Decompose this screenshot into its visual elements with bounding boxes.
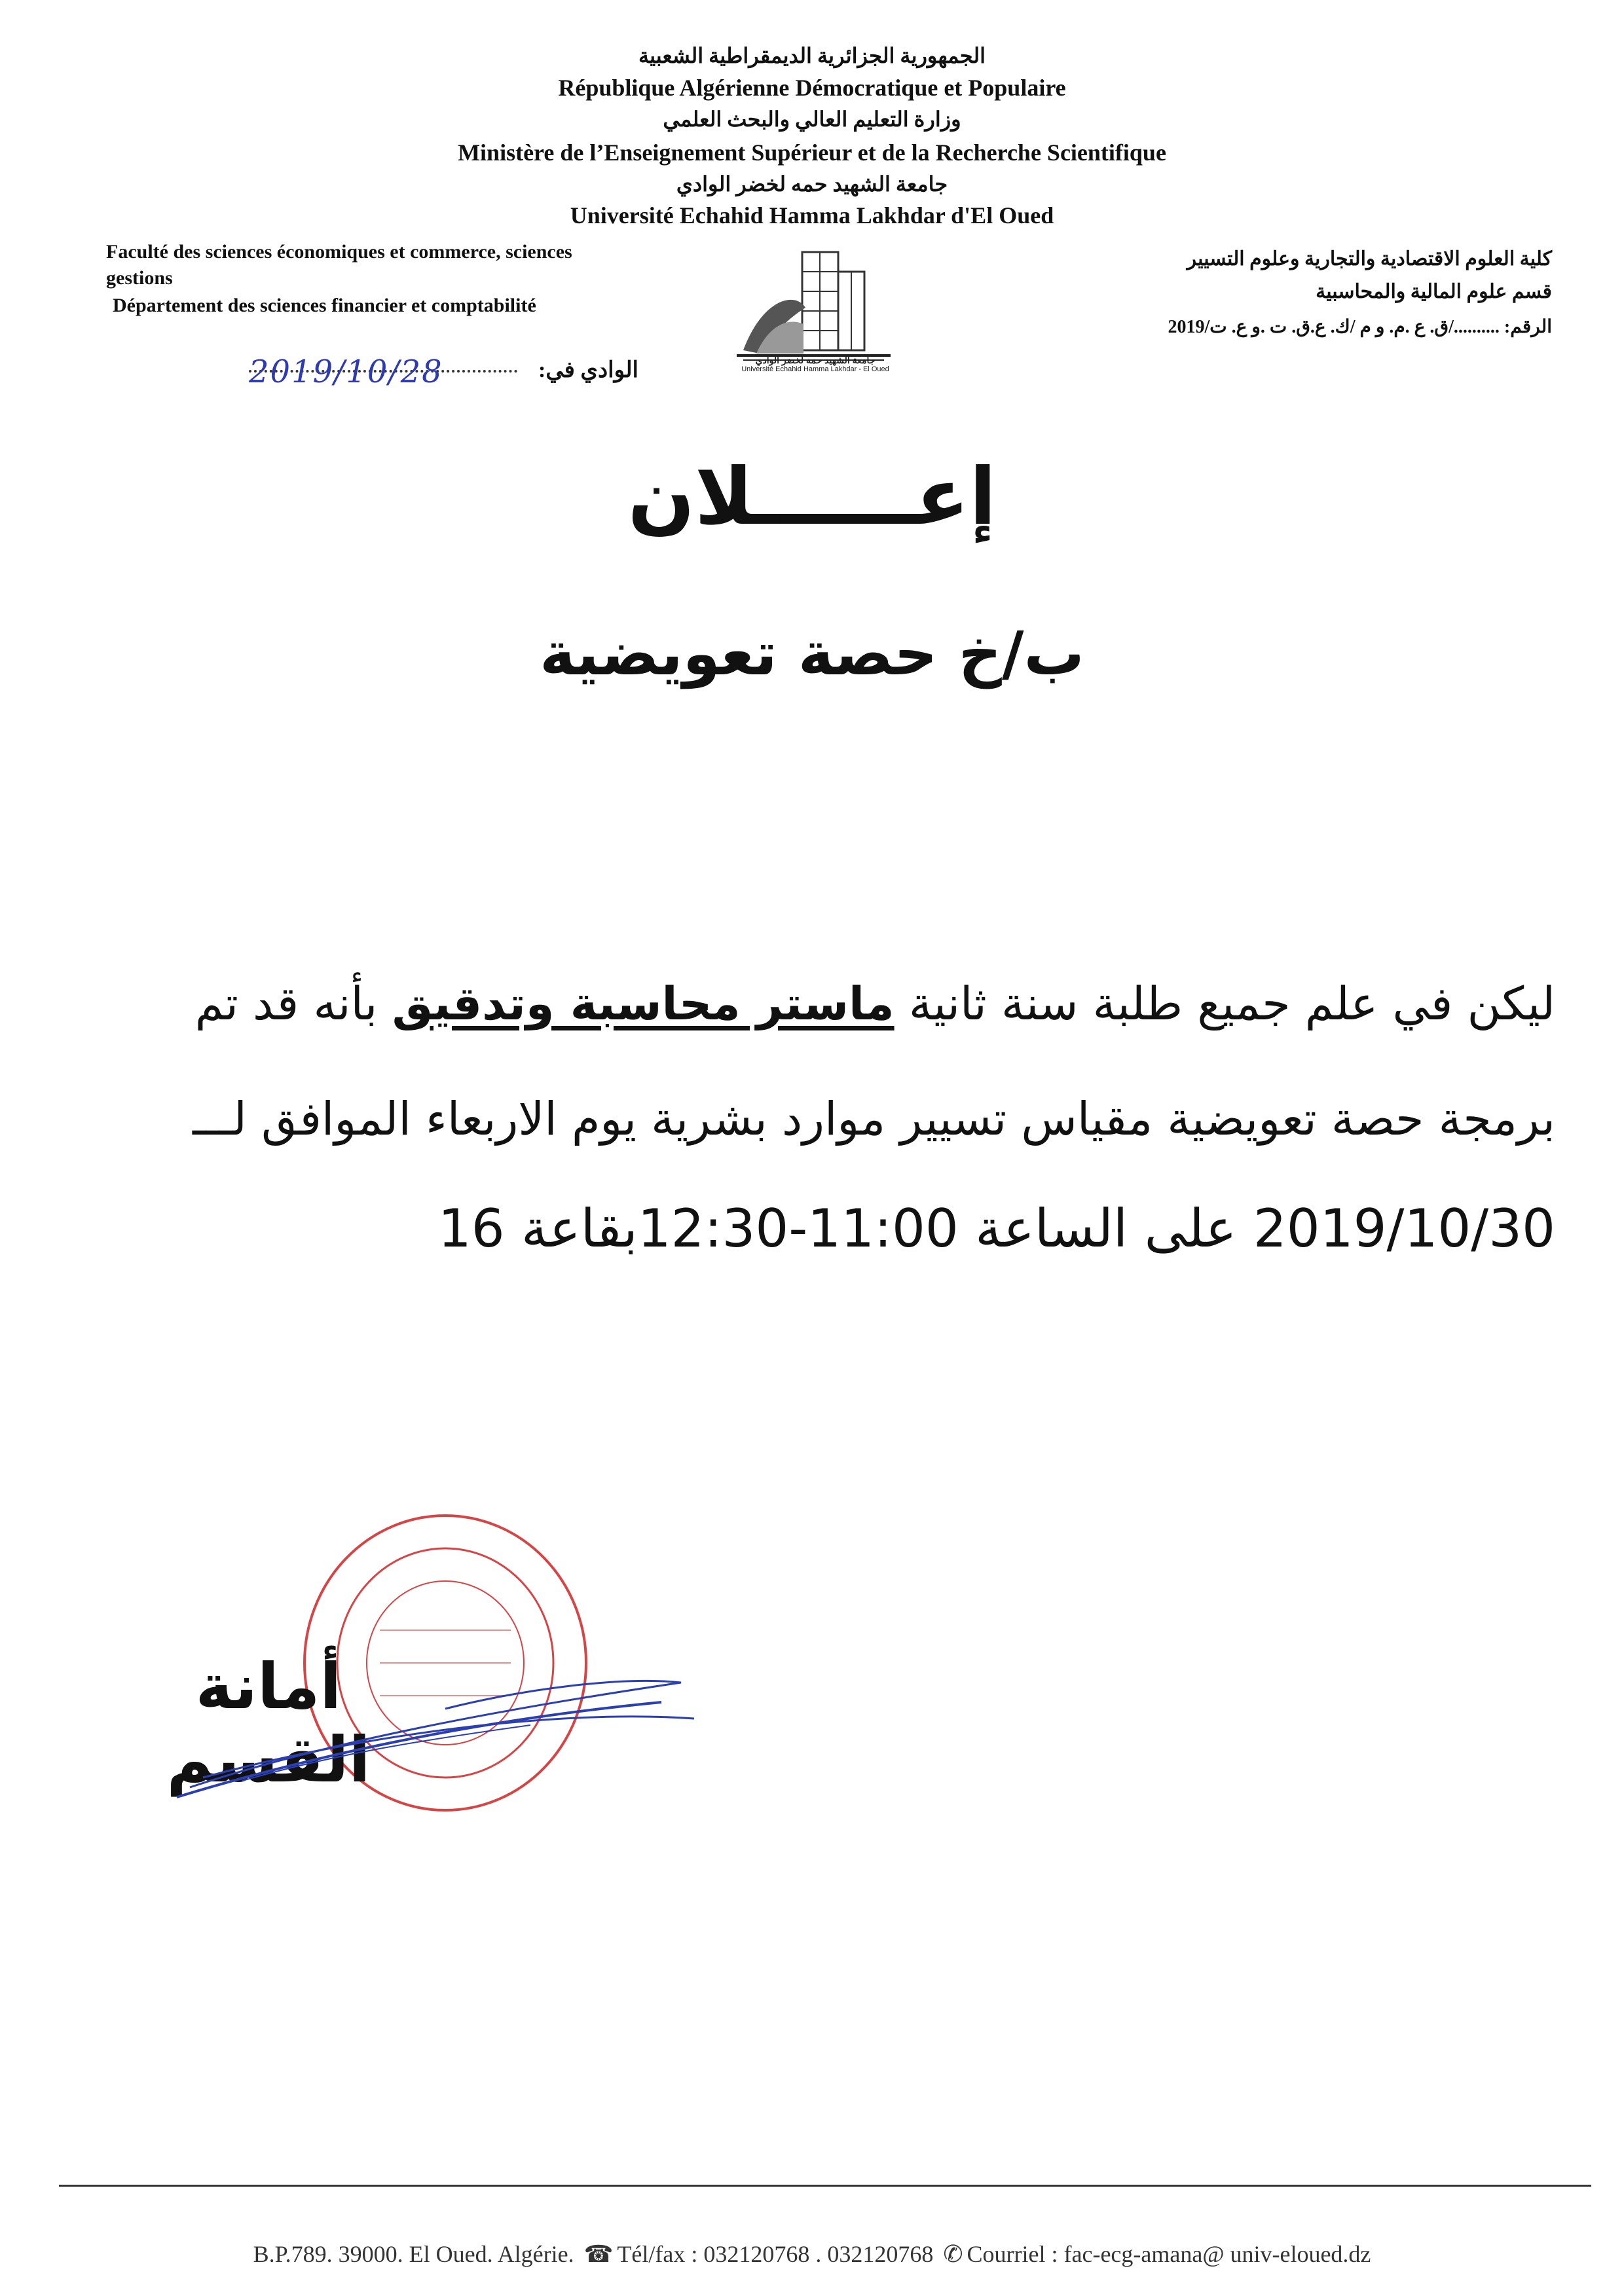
signature-label: أمانة القسم [166, 1650, 371, 1796]
faculty-fr-line2: gestions [106, 267, 173, 289]
faculty-fr-line1: Faculté des sciences économiques et commerce, sciences [106, 241, 572, 263]
footer-telfax: Tél/fax : 032120768 . 032120768 [617, 2241, 934, 2267]
footer-contact [0, 2240, 1624, 2268]
department-fr: Département des sciences financier et comptabilité [113, 295, 536, 316]
body-line-1-end: بأنه قد تم [194, 977, 392, 1030]
logo-caption-ar: جامعة الشهيد حمه لخضر الوادي [755, 355, 876, 365]
republic-ar: الجمهورية الجزائرية الديمقراطية الشعبية [638, 44, 986, 67]
footer-divider [59, 2185, 1591, 2187]
program-name: ماستر محاسبة وتدقيق [392, 977, 895, 1030]
body-line-1 [88, 977, 1555, 1030]
ministry-fr: Ministère de l’Enseignement Supérieur et de la Recherche Scientifique [458, 139, 1166, 166]
fax-icon: ✆ [943, 2241, 963, 2267]
ministry-ar: وزارة التعليم العالي والبحث العلمي [663, 107, 961, 131]
date-label: الوادي في: [538, 358, 638, 382]
university-fr: Université Echahid Hamma Lakhdar d'El Oued [570, 202, 1054, 228]
body-line-2: برمجة حصة تعويضية مقياس تسيير موارد بشرية يوم الاربعاء الموافق لـــ [192, 1092, 1555, 1146]
body-line-1-start: ليكن في علم جميع طلبة سنة ثانية [894, 977, 1555, 1030]
department-ar: قسم علوم المالية والمحاسبية [1316, 281, 1552, 302]
body-line-3: 2019/10/30 على الساعة 11:00-12:30بقاعة 16 [437, 1198, 1555, 1259]
announcement-subtitle: ب/خ حصة تعويضية [540, 619, 1084, 689]
republic-fr: République Algérienne Démocratique et Populaire [558, 75, 1066, 101]
footer-address: B.P.789. 39000. El Oued. Algérie. [253, 2241, 574, 2267]
telephone-icon: ☎ [583, 2241, 614, 2267]
handwritten-date: 2019/10/28 [249, 354, 443, 390]
footer-email: Courriel : fac-ecg-amana@ univ-eloued.dz [967, 2241, 1371, 2267]
faculty-ar: كلية العلوم الاقتصادية والتجارية وعلوم التسيير [1187, 248, 1552, 270]
handwritten-signature [164, 1611, 701, 1807]
logo-caption-fr: Université Echahid Hamma Lakhdar - El Oued [741, 365, 889, 373]
reference-number: الرقم: ........../ق. ع .م. و م /ك. ع.ق. ت .و ع. ت/2019 [1168, 317, 1552, 337]
announcement-title: إعــــــلان [627, 452, 997, 543]
university-ar: جامعة الشهيد حمه لخضر الوادي [676, 172, 948, 196]
university-logo [730, 246, 897, 409]
